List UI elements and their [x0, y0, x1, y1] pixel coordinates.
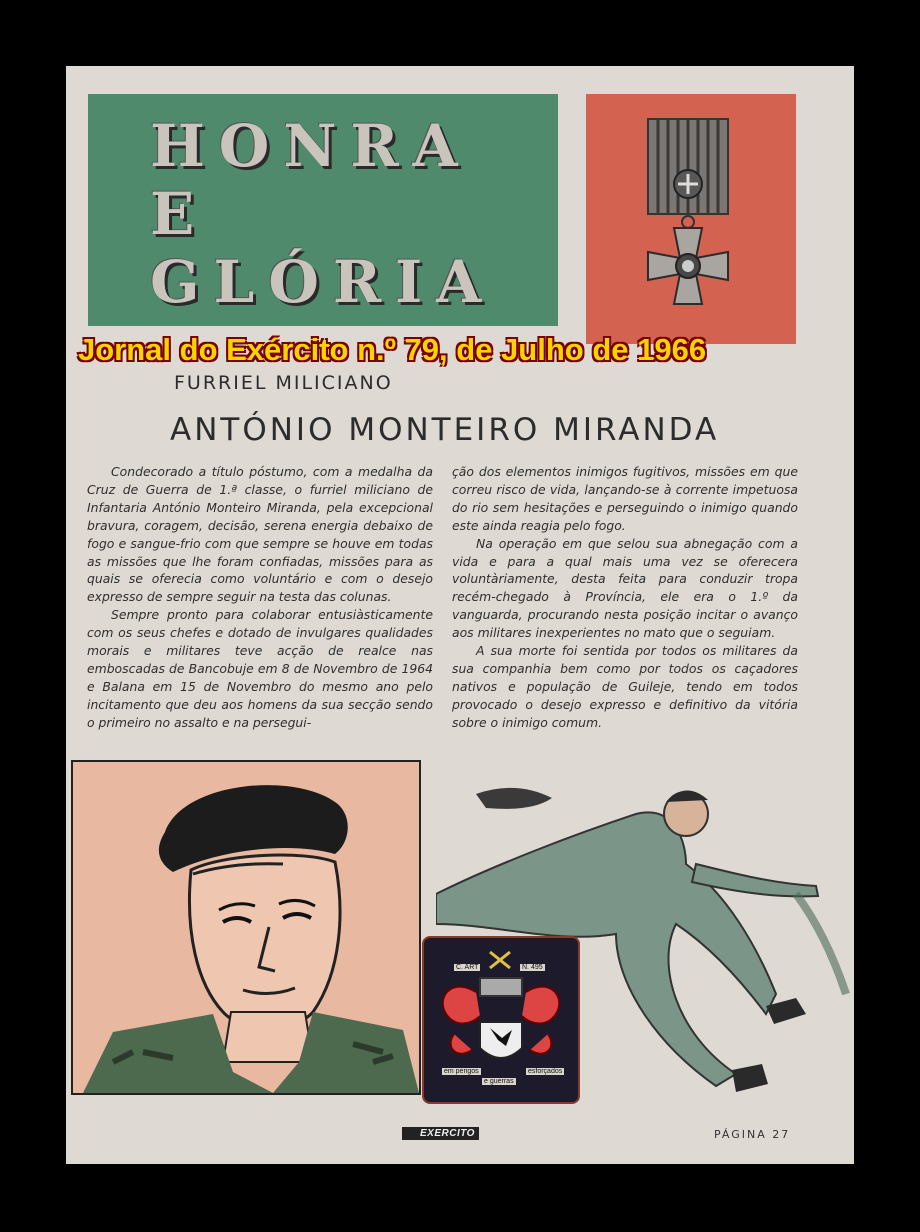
paragraph: ção dos elementos inimigos fugitivos, missões em que correu risco de vida, lançando-se à corrente impetuosa do rio sem hesitações e perseguindo o inimigo quando este ainda reagia pelo fogo.: [452, 464, 798, 533]
crest-right-label: N. 495: [522, 964, 543, 971]
article-column-1: [87, 463, 433, 732]
overlay-caption: Jornal do Exército n.º 79, de Julho de 1966: [78, 332, 707, 367]
crest-motto-bottom: e guerras: [484, 1078, 514, 1085]
soldier-portrait-illustration: [71, 760, 421, 1095]
crest-motto-right: esforçados: [528, 1068, 563, 1075]
page-number: PÁGINA 27: [714, 1128, 791, 1141]
magazine-logo: EXERCITO: [402, 1127, 479, 1140]
paragraph: Sempre pronto para colaborar entusiàsticamente com os seus chefes e dotado de invulgares qualidades morais e militares teve acção de realce nas emboscadas de Bancobuje em 8 de Novembro de 1964 e Balana em 15 de Novembro do mesmo ano pelo incitamento que deu aos homens da sua secção sendo o primeiro no assalto e na persegui-: [87, 607, 433, 730]
paragraph: A sua morte foi sentida por todos os militares da sua companhia bem como por todos os caçadores nativos e população de Guileje, tendo em todos provocado o desejo expresso e definitivo da vitória sobre o inimigo comum.: [452, 643, 798, 730]
medal-panel: [586, 94, 796, 344]
unit-coat-of-arms: [424, 938, 578, 1102]
title-line-honra: HONRA: [150, 112, 472, 180]
war-cross-medal-icon: [586, 94, 796, 344]
magazine-page: [66, 66, 854, 1164]
article-column-2: [452, 463, 798, 732]
title-line-gloria: GLÓRIA: [150, 248, 496, 316]
crest-motto-left: em perigos: [444, 1068, 479, 1075]
person-name-heading: ANTÓNIO MONTEIRO MIRANDA: [170, 412, 720, 448]
title-banner: [88, 94, 558, 326]
rank-heading: FURRIEL MILICIANO: [174, 372, 393, 394]
crest-left-label: C. ART: [456, 964, 479, 971]
paragraph: Condecorado a título póstumo, com a medalha da Cruz de Guerra de 1.ª classe, o furriel miliciano de Infantaria António Monteiro Miranda, pela excepcional bravura, coragem, decisão, serena energia debaixo de fogo e sangue-frio com que sempre se houve em todas as missões que lhe foram confiadas, missões para as quais se oferecia como voluntário e com o desejo expresso de sempre seguir na testa das colunas.: [87, 464, 433, 605]
title-line-e: E: [150, 180, 209, 248]
paragraph: Na operação em que selou sua abnegação com a vida e para a qual mais uma vez se oferecera voluntàriamente, desta feita para conduzir tropa recém-chegado à Província, ele era o 1.º da vanguarda, procurando nesta posição incitar o avanço aos militares inexperientes no mato que o seguiam.: [452, 535, 798, 641]
